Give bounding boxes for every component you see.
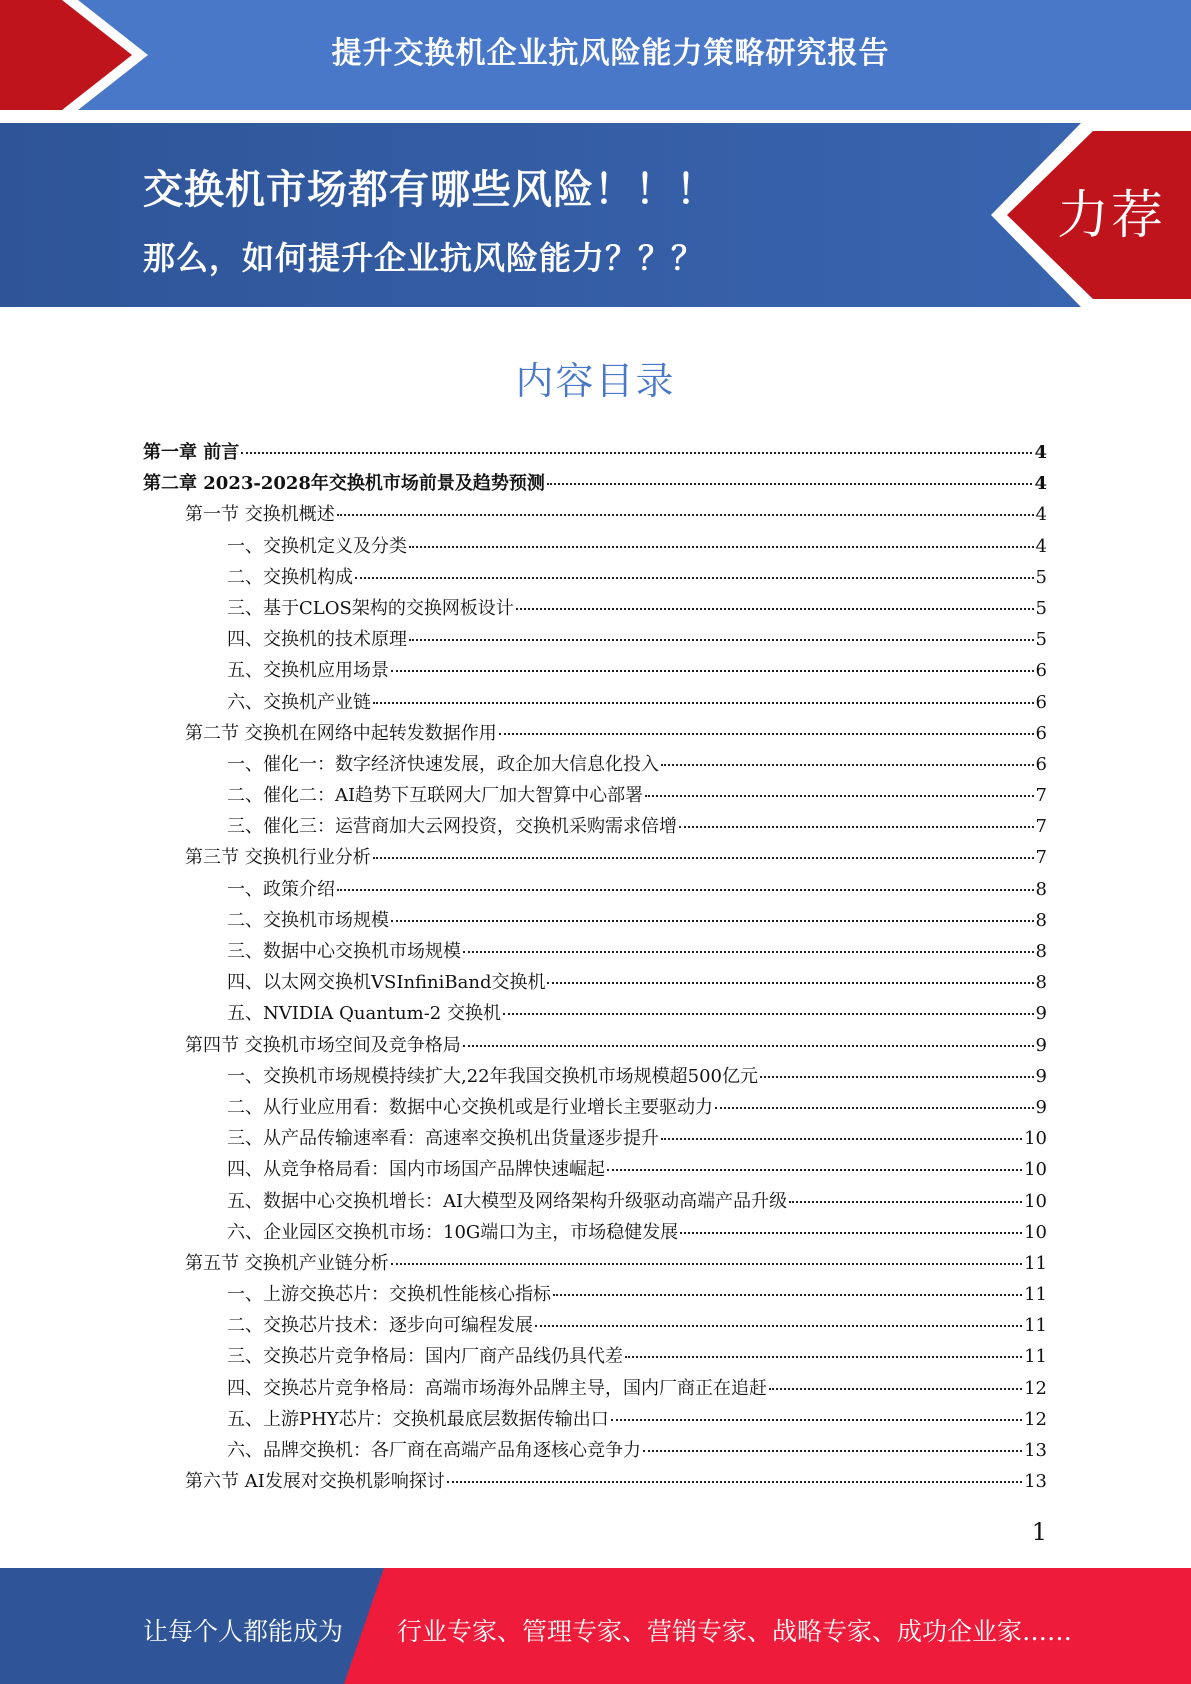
- toc-entry-page: 10: [1024, 1128, 1047, 1150]
- toc-entry-page: 6: [1035, 753, 1047, 775]
- toc-entry-text: 四、以太网交换机VSInfiniBand交换机: [227, 972, 546, 994]
- toc-entry-page: 9: [1035, 1065, 1047, 1087]
- toc-entry-page: 4: [1035, 504, 1047, 526]
- hero-headline: 交换机市场都有哪些风险！！！: [143, 167, 717, 213]
- toc-dot-leader: [409, 545, 1034, 548]
- toc-entry-text: 三、交换芯片竞争格局：国内厂商产品线仍具代差: [227, 1346, 623, 1368]
- toc-entry-page: 12: [1024, 1408, 1047, 1430]
- toc-entry-page: 7: [1035, 816, 1047, 838]
- top-banner: [0, 0, 1191, 110]
- toc-entry[interactable]: [143, 499, 1047, 530]
- toc-entry-text: 五、NVIDIA Quantum-2 交换机: [227, 1003, 501, 1025]
- toc-entry-page: 9: [1035, 1003, 1047, 1025]
- toc-entry-page: 6: [1035, 722, 1047, 744]
- page-number: 1: [1031, 1518, 1047, 1546]
- toc-entry[interactable]: [143, 998, 1047, 1029]
- toc-entry-text: 五、数据中心交换机增长：AI大模型及网络架构升级驱动高端产品升级: [227, 1190, 788, 1212]
- toc-entry-text: 三、催化三：运营商加大云网投资，交换机采购需求倍增: [227, 816, 677, 838]
- toc-dot-leader: [645, 794, 1033, 797]
- toc-entry-page: 5: [1035, 597, 1047, 619]
- toc-dot-leader: [611, 1418, 1022, 1421]
- toc-dot-leader: [337, 513, 1034, 516]
- toc-dot-leader: [373, 856, 1034, 859]
- toc-entry-text: 一、政策介绍: [227, 878, 335, 900]
- table-of-contents: [143, 437, 1047, 1497]
- toc-entry-text: 六、交换机产业链: [227, 691, 371, 713]
- toc-entry-page: 8: [1035, 941, 1047, 962]
- footer-banner: [0, 1568, 1191, 1684]
- toc-entry-page: 5: [1035, 566, 1047, 588]
- toc-entry[interactable]: [143, 1404, 1047, 1435]
- toc-entry[interactable]: [143, 967, 1047, 998]
- toc-dot-leader: [625, 1355, 1022, 1358]
- toc-dot-leader: [547, 981, 1033, 984]
- toc-title: 内容目录: [515, 359, 676, 403]
- toc-dot-leader: [447, 1480, 1022, 1483]
- toc-dot-leader: [391, 919, 1034, 922]
- toc-entry-page: 4: [1034, 473, 1047, 495]
- toc-entry-text: 三、数据中心交换机市场规模: [227, 941, 461, 962]
- toc-dot-leader: [463, 950, 1034, 953]
- toc-entry-text: 第六节 AI发展对交换机影响探讨: [185, 1471, 445, 1493]
- toc-entry-text: 四、交换机的技术原理: [227, 629, 407, 651]
- toc-entry-text: 二、从行业应用看：数据中心交换机或是行业增长主要驱动力: [227, 1096, 713, 1118]
- toc-entry-page: 11: [1024, 1346, 1047, 1368]
- recommend-badge: 力荐: [1056, 186, 1165, 246]
- toc-entry-text: 二、交换芯片技术：逐步向可编程发展: [227, 1315, 533, 1337]
- toc-dot-leader: [241, 451, 1032, 454]
- toc-entry[interactable]: [143, 1123, 1047, 1154]
- toc-entry-text: 第一节 交换机概述: [185, 504, 335, 526]
- toc-dot-leader: [661, 1137, 1022, 1140]
- toc-entry[interactable]: [143, 780, 1047, 811]
- toc-entry[interactable]: [143, 1061, 1047, 1092]
- toc-entry-text: 一、催化一：数字经济快速发展，政企加大信息化投入: [227, 753, 659, 775]
- toc-entry-text: 五、上游PHY芯片：交换机最底层数据传输出口: [227, 1408, 609, 1430]
- toc-entry-text: 二、交换机市场规模: [227, 909, 389, 931]
- toc-dot-leader: [355, 576, 1034, 579]
- toc-entry-text: 第三节 交换机行业分析: [185, 847, 371, 869]
- toc-entry-page: 13: [1024, 1440, 1047, 1461]
- toc-entry[interactable]: [143, 749, 1047, 780]
- toc-dot-leader: [373, 701, 1034, 704]
- toc-entry[interactable]: [143, 1341, 1047, 1372]
- toc-entry-text: 第二章 2023-2028年交换机市场前景及趋势预测: [143, 473, 545, 495]
- toc-entry[interactable]: [143, 468, 1047, 499]
- toc-entry-page: 10: [1024, 1159, 1047, 1181]
- toc-entry-page: 9: [1035, 1034, 1047, 1056]
- toc-entry-text: 四、交换芯片竞争格局：高端市场海外品牌主导，国内厂商正在追赶: [227, 1377, 767, 1399]
- toc-entry[interactable]: [143, 811, 1047, 842]
- toc-entry-text: 二、交换机构成: [227, 566, 353, 588]
- toc-entry[interactable]: [143, 1435, 1047, 1466]
- toc-entry[interactable]: [143, 842, 1047, 873]
- toc-entry[interactable]: [143, 531, 1047, 562]
- toc-entry-page: 8: [1035, 909, 1047, 931]
- footer-slogan-left: 让每个人都能成为: [143, 1617, 344, 1646]
- toc-entry[interactable]: [143, 718, 1047, 749]
- toc-entry-page: 10: [1024, 1221, 1047, 1243]
- toc-dot-leader: [679, 825, 1034, 828]
- toc-entry[interactable]: [143, 1186, 1047, 1217]
- toc-entry-page: 11: [1024, 1252, 1047, 1274]
- toc-entry-text: 三、基于CLOS架构的交换网板设计: [227, 597, 514, 619]
- toc-entry-text: 第一章 前言: [143, 442, 240, 463]
- toc-entry-text: 六、企业园区交换机市场：10G端口为主，市场稳健发展: [227, 1221, 679, 1243]
- toc-dot-leader: [499, 732, 1034, 735]
- toc-entry-text: 四、从竞争格局看：国内市场国产品牌快速崛起: [227, 1159, 605, 1181]
- toc-entry-page: 7: [1035, 785, 1047, 807]
- toc-entry[interactable]: [143, 936, 1047, 967]
- toc-entry-page: 9: [1035, 1096, 1047, 1118]
- toc-entry[interactable]: [143, 1248, 1047, 1279]
- toc-entry-text: 六、品牌交换机：各厂商在高端产品角逐核心竞争力: [227, 1440, 641, 1461]
- toc-entry[interactable]: [143, 1217, 1047, 1248]
- toc-entry-page: 4: [1035, 535, 1047, 557]
- toc-entry[interactable]: [143, 687, 1047, 718]
- toc-entry-text: 一、交换机定义及分类: [227, 535, 407, 557]
- toc-entry[interactable]: [143, 1092, 1047, 1123]
- toc-dot-leader: [391, 669, 1034, 672]
- toc-entry[interactable]: [143, 1466, 1047, 1497]
- toc-entry-page: 4: [1034, 442, 1047, 463]
- toc-entry-text: 三、从产品传输速率看：高速率交换机出货量逐步提升: [227, 1128, 659, 1150]
- toc-entry-text: 五、交换机应用场景: [227, 660, 389, 682]
- footer-slogan-right: 行业专家、管理专家、营销专家、战略专家、成功企业家……: [397, 1617, 1073, 1646]
- toc-entry-text: 二、催化二：AI趋势下互联网大厂加大智算中心部署: [227, 785, 644, 807]
- toc-dot-leader: [553, 1293, 1022, 1296]
- toc-entry-text: 一、上游交换芯片：交换机性能核心指标: [227, 1284, 551, 1306]
- toc-entry[interactable]: [143, 1373, 1047, 1404]
- toc-entry-page: 8: [1035, 878, 1047, 900]
- toc-entry[interactable]: [143, 437, 1047, 468]
- toc-entry-page: 11: [1024, 1315, 1047, 1337]
- toc-dot-leader: [516, 607, 1034, 610]
- toc-dot-leader: [535, 1324, 1022, 1327]
- toc-entry-page: 13: [1024, 1471, 1047, 1493]
- toc-entry[interactable]: [143, 874, 1047, 905]
- toc-entry-page: 8: [1035, 972, 1047, 994]
- toc-entry[interactable]: [143, 905, 1047, 936]
- toc-dot-leader: [503, 1012, 1034, 1015]
- toc-entry[interactable]: [143, 1310, 1047, 1341]
- toc-dot-leader: [789, 1200, 1022, 1203]
- toc-entry-text: 第四节 交换机市场空间及竞争格局: [185, 1034, 461, 1056]
- toc-entry-page: 7: [1035, 847, 1047, 869]
- toc-entry[interactable]: [143, 562, 1047, 593]
- toc-dot-leader: [463, 1044, 1034, 1047]
- report-title: 提升交换机企业抗风险能力策略研究报告: [331, 36, 890, 71]
- toc-dot-leader: [680, 1231, 1022, 1234]
- toc-dot-leader: [643, 1449, 1022, 1452]
- toc-dot-leader: [607, 1168, 1022, 1171]
- toc-dot-leader: [661, 763, 1034, 766]
- toc-dot-leader: [391, 1262, 1022, 1265]
- toc-entry-page: 11: [1024, 1284, 1047, 1306]
- toc-dot-leader: [547, 482, 1033, 485]
- toc-entry-page: 6: [1035, 691, 1047, 713]
- toc-dot-leader: [769, 1387, 1022, 1390]
- toc-entry[interactable]: [143, 624, 1047, 655]
- toc-entry[interactable]: [143, 593, 1047, 624]
- toc-entry-text: 第五节 交换机产业链分析: [185, 1252, 389, 1274]
- hero-banner: [0, 123, 1191, 307]
- toc-entry-page: 10: [1024, 1190, 1047, 1212]
- toc-dot-leader: [337, 888, 1034, 891]
- toc-entry-page: 5: [1035, 629, 1047, 651]
- toc-dot-leader: [409, 638, 1034, 641]
- toc-dot-leader: [715, 1106, 1034, 1109]
- toc-entry-text: 第二节 交换机在网络中起转发数据作用: [185, 722, 497, 744]
- toc-entry[interactable]: [143, 655, 1047, 686]
- toc-entry-page: 6: [1035, 660, 1047, 682]
- toc-entry[interactable]: [143, 1154, 1047, 1185]
- toc-dot-leader: [760, 1075, 1034, 1078]
- hero-subheadline: 那么，如何提升企业抗风险能力？？？: [143, 239, 705, 277]
- toc-entry-text: 一、交换机市场规模持续扩大,22年我国交换机市场规模超500亿元: [227, 1065, 758, 1087]
- toc-entry-page: 12: [1024, 1377, 1047, 1399]
- toc-entry[interactable]: [143, 1279, 1047, 1310]
- toc-entry[interactable]: [143, 1030, 1047, 1061]
